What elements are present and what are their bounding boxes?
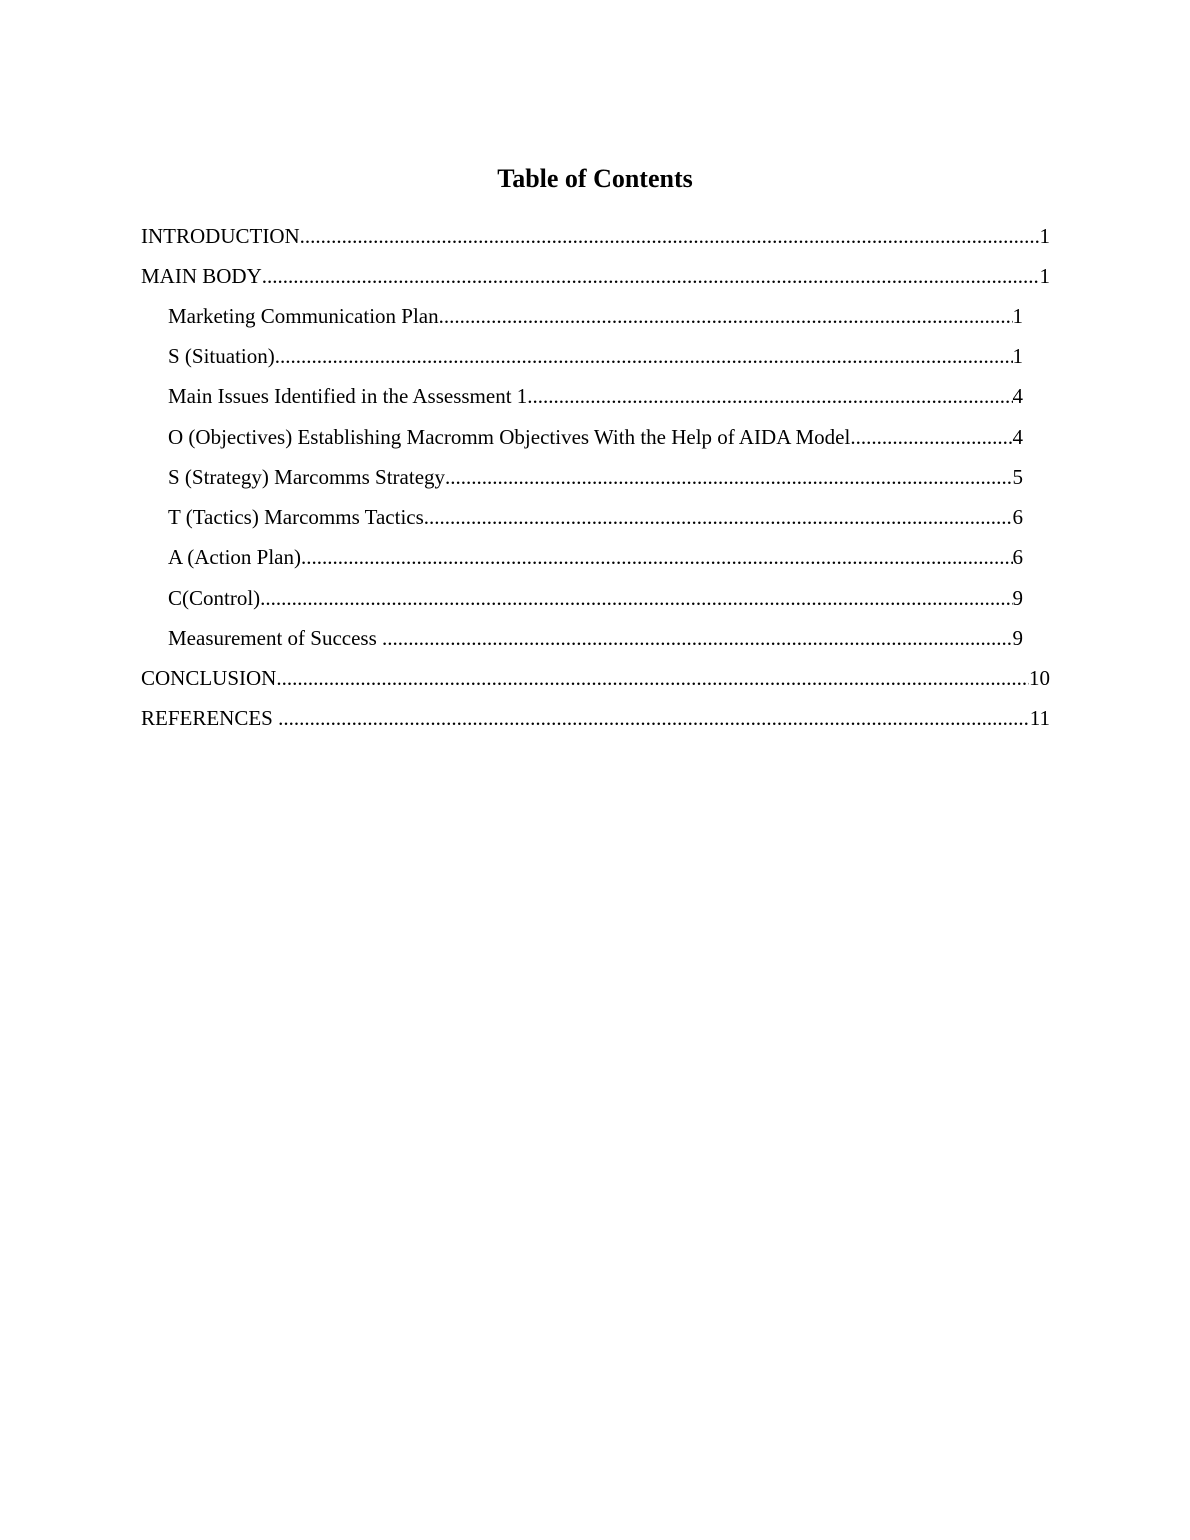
toc-entry-page: 9 — [1012, 626, 1023, 650]
toc-entry-conclusion[interactable] — [141, 665, 1050, 691]
toc-entry-strategy[interactable] — [168, 464, 1023, 490]
toc-entry-page: 4 — [1012, 425, 1023, 449]
toc-entry-page: 10 — [1029, 666, 1050, 690]
toc-dot-leader — [424, 504, 1013, 530]
toc-entry-label: A (Action Plan) — [168, 545, 301, 569]
toc-dot-leader — [382, 625, 1012, 651]
toc-dot-leader — [300, 223, 1040, 249]
toc-entry-label: S (Strategy) Marcomms Strategy — [168, 465, 446, 489]
toc-dot-leader — [850, 424, 1012, 450]
toc-entry-page: 1 — [1039, 264, 1050, 288]
toc-entry-page: 1 — [1012, 344, 1023, 368]
toc-entry-label: CONCLUSION — [141, 666, 277, 690]
toc-entry-label: Marketing Communication Plan — [168, 304, 439, 328]
toc-dot-leader — [276, 665, 1029, 691]
toc-dot-leader — [278, 705, 1030, 731]
toc-dot-leader — [527, 383, 1012, 409]
toc-entry-tactics[interactable] — [168, 504, 1023, 530]
toc-entry-page: 1 — [1039, 224, 1050, 248]
toc-entry-label: Main Issues Identified in the Assessment 1 — [168, 384, 528, 408]
toc-entry-control[interactable] — [168, 585, 1023, 611]
toc-entry-references[interactable] — [141, 705, 1050, 731]
toc-entry-action-plan[interactable] — [168, 544, 1023, 570]
toc-entry-main-issues[interactable] — [168, 383, 1023, 409]
toc-dot-leader — [260, 585, 1012, 611]
toc-entry-label: REFERENCES — [141, 706, 279, 730]
toc-entry-page: 11 — [1029, 706, 1050, 730]
toc-entry-page: 1 — [1012, 304, 1023, 328]
toc-dot-leader — [275, 343, 1013, 369]
toc-entry-main-body[interactable] — [141, 263, 1050, 289]
toc-entry-introduction[interactable] — [141, 223, 1050, 249]
toc-entry-situation[interactable] — [168, 343, 1023, 369]
toc-entry-marketing-communication-plan[interactable] — [168, 303, 1023, 329]
toc-entry-label: T (Tactics) Marcomms Tactics — [168, 505, 424, 529]
toc-entry-page: 9 — [1012, 586, 1023, 610]
page-title: Table of Contents — [497, 164, 693, 193]
toc-entry-measurement-of-success[interactable] — [168, 625, 1023, 651]
toc-entry-label: C(Control) — [168, 586, 261, 610]
toc-entry-label: INTRODUCTION — [141, 224, 300, 248]
toc-dot-leader — [301, 544, 1013, 570]
toc-entry-label: S (Situation) — [168, 344, 275, 368]
toc-entry-page: 5 — [1012, 465, 1023, 489]
toc-entry-label: MAIN BODY — [141, 264, 262, 288]
toc-entry-label: Measurement of Success — [168, 626, 383, 650]
toc-entry-page: 6 — [1012, 545, 1023, 569]
toc-dot-leader — [445, 464, 1012, 490]
toc-dot-leader — [262, 263, 1040, 289]
toc-entry-label: O (Objectives) Establishing Macromm Objectives With the Help of AIDA Model — [168, 425, 851, 449]
toc-entry-objectives[interactable] — [168, 424, 1023, 450]
toc-dot-leader — [439, 303, 1013, 329]
toc-entry-page: 4 — [1012, 384, 1023, 408]
toc-entry-page: 6 — [1012, 505, 1023, 529]
